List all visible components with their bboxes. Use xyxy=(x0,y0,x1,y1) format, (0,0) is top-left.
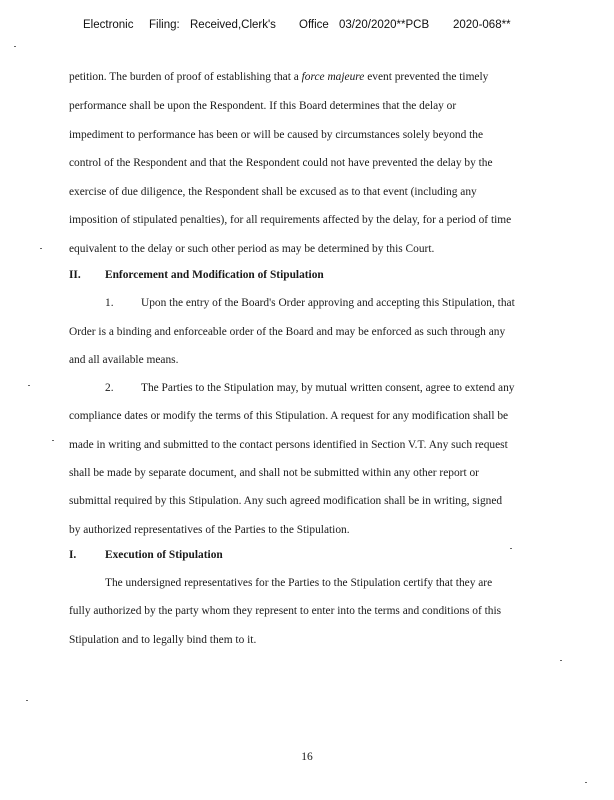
text-line: equivalent to the delay or such other period as may be determined by this Court. xyxy=(69,243,435,255)
section-title: Enforcement and Modification of Stipulation xyxy=(105,269,324,281)
text-line: performance shall be upon the Respondent. If this Board determines that the delay or xyxy=(69,100,457,112)
scan-speck xyxy=(52,440,54,441)
item-number: 1. xyxy=(105,297,114,309)
section-heading-enforcement xyxy=(69,268,324,282)
scan-speck xyxy=(40,248,42,249)
text-line: submittal required by this Stipulation. Any such agreed modification shall be in writing, signed xyxy=(69,495,503,507)
text-line: 2. The Parties to the Stipulation may, by mutual written consent, agree to extend any xyxy=(105,382,515,394)
text-line: Stipulation and to legally bind them to it. xyxy=(69,634,257,646)
header-date: 03/20/2020**PCB xyxy=(339,19,430,31)
scan-speck xyxy=(560,660,562,661)
text-line: shall be made by separate document, and shall not be submitted within any other report or xyxy=(69,467,479,479)
scan-speck xyxy=(14,46,16,47)
filing-header xyxy=(83,19,523,35)
section-title: Execution of Stipulation xyxy=(105,549,223,561)
page-number: 16 xyxy=(301,751,313,763)
text-line: made in writing and submitted to the contact persons identified in Section V.T. Any such request xyxy=(69,439,508,451)
scan-speck xyxy=(26,700,28,701)
text-line: fully authorized by the party whom they represent to enter into the terms and conditions of this xyxy=(69,605,502,617)
header-electronic: Electronic xyxy=(83,19,134,31)
text-line: Order is a binding and enforceable order of the Board and may be enforced as such through any xyxy=(69,326,506,338)
section-heading-execution xyxy=(69,548,223,562)
header-docket-number: 2020-068** xyxy=(453,19,511,31)
scan-speck xyxy=(510,548,512,549)
text-line: imposition of stipulated penalties), for all requirements affected by the delay, for a period of time xyxy=(69,214,512,226)
header-filing: Filing: xyxy=(149,19,180,31)
text-line: The undersigned representatives for the Parties to the Stipulation certify that they are xyxy=(105,577,493,589)
header-received: Received,Clerk's xyxy=(190,19,276,31)
header-office: Office xyxy=(299,19,329,31)
text-line: petition. The burden of proof of establishing that a force majeure event prevented the timely xyxy=(69,71,489,83)
text-line: compliance dates or modify the terms of this Stipulation. A request for any modification shall be xyxy=(69,410,509,422)
scan-speck xyxy=(28,385,30,386)
text-line: 1. Upon the entry of the Board's Order approving and accepting this Stipulation, that xyxy=(105,297,515,309)
text-line: control of the Respondent and that the Respondent could not have prevented the delay by the xyxy=(69,157,493,169)
text-line: impediment to performance has been or will be caused by circumstances solely beyond the xyxy=(69,129,484,141)
section-number: I. xyxy=(69,549,77,561)
item-number: 2. xyxy=(105,382,114,394)
text-line: exercise of due diligence, the Respondent shall be excused as to that event (including any xyxy=(69,186,477,198)
text-line: by authorized representatives of the Parties to the Stipulation. xyxy=(69,524,350,536)
text-line: and all available means. xyxy=(69,354,179,366)
scan-speck xyxy=(585,782,587,783)
section-number: II. xyxy=(69,269,81,281)
